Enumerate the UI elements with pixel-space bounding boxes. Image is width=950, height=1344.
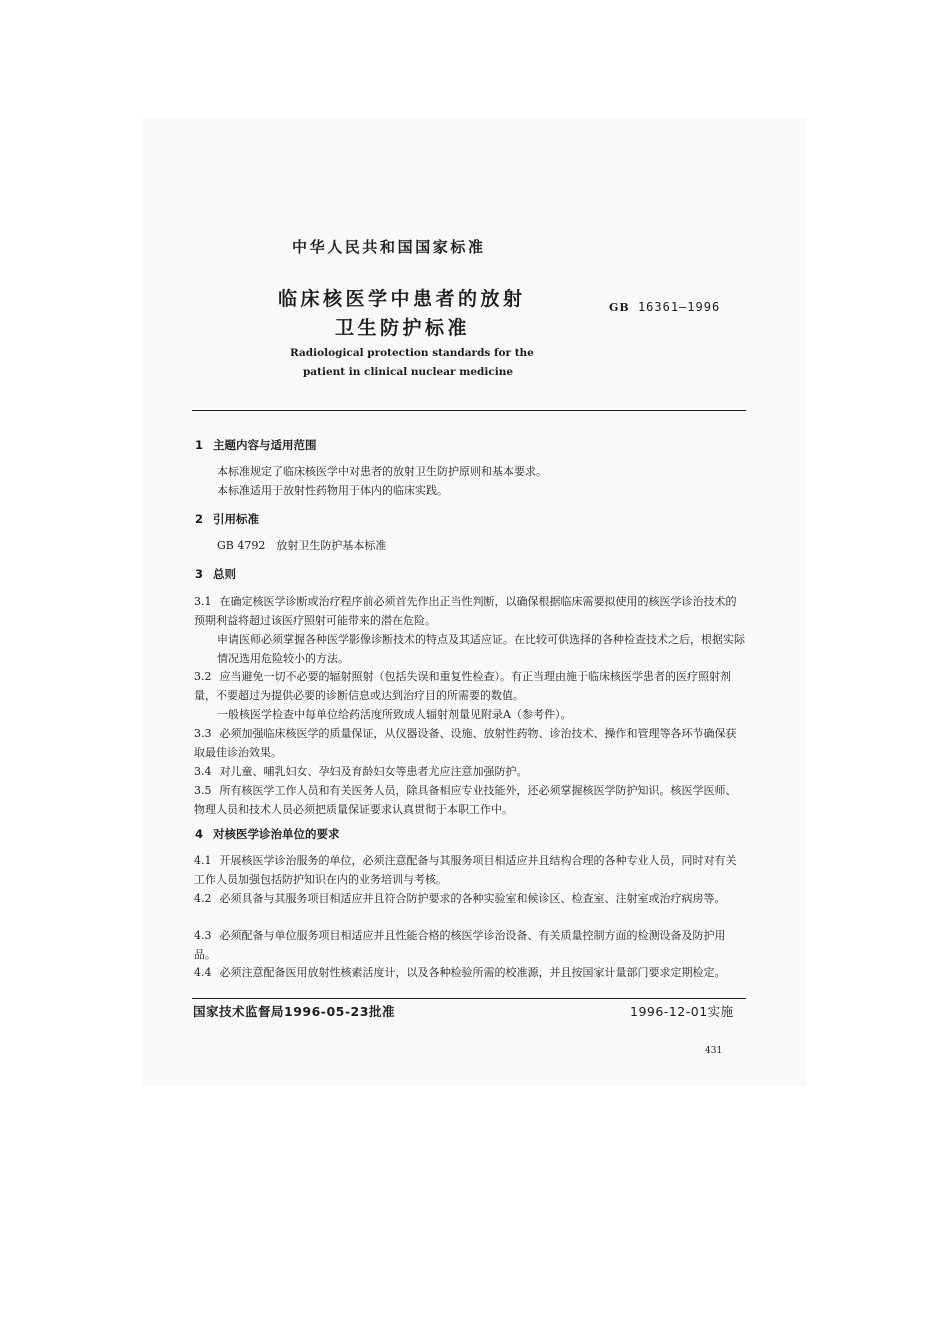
section-number: 2 xyxy=(195,512,204,526)
approval-line: 国家技术监督局1996-05-23批准 xyxy=(193,1004,395,1019)
footer-divider xyxy=(192,998,746,999)
clause-3-3 xyxy=(194,724,746,762)
clause-text: 必须加强临床核医学的质量保证，从仪器设备、设施、放射性药物、诊治技术、操作和管理等各环节确保获取最佳诊治效果。 xyxy=(194,727,737,759)
section-number: 1 xyxy=(195,438,204,452)
clause-text: 必须具备与其服务项目相适应并且符合防护要求的各种实验室和候诊区、检查室、注射室或治疗病房等。 xyxy=(219,892,726,905)
english-title-line-1: Radiological protection standards for the xyxy=(290,347,534,359)
clause-number: 3.5 xyxy=(194,784,212,797)
clause-number: 3.1 xyxy=(194,595,212,608)
standard-code-prefix: GB xyxy=(609,301,630,314)
clause-text: 开展核医学诊治服务的单位，必须注意配备与其服务项目相适应并且结构合理的各种专业人员，同时对有关工作人员加强包括防护知识在内的业务培训与考核。 xyxy=(194,854,737,886)
section-2-heading xyxy=(195,511,259,527)
clause-text: 必须配备与单位服务项目相适应并且性能合格的核医学诊治设备、有关质量控制方面的检测设备及防护用品。 xyxy=(194,929,726,961)
clause-3-4 xyxy=(194,762,746,781)
section-title: 总则 xyxy=(213,567,236,581)
clause-number: 4.2 xyxy=(194,892,212,905)
section-3-heading xyxy=(195,566,236,582)
clause-number: 3.2 xyxy=(194,670,212,683)
page-number: 431 xyxy=(705,1046,723,1056)
standard-type-heading: 中华人民共和国国家标准 xyxy=(292,238,486,256)
clause-number: 4.1 xyxy=(194,854,212,867)
section-number: 3 xyxy=(195,567,204,581)
english-title-line-2: patient in clinical nuclear medicine xyxy=(302,366,514,378)
section-title: 对核医学诊治单位的要求 xyxy=(213,827,340,841)
effective-date: 1996-12-01实施 xyxy=(630,1004,734,1019)
clause-4-1 xyxy=(194,851,746,889)
standard-code-number: 16361—1996 xyxy=(637,300,721,314)
clause-number: 4.4 xyxy=(194,966,212,979)
section-1-heading xyxy=(195,437,317,453)
clause-4-3 xyxy=(194,926,746,964)
section-4-heading xyxy=(195,826,340,842)
clause-3-2 xyxy=(194,667,746,705)
section-1-paragraph-1: 本标准规定了临床核医学中对患者的放射卫生防护原则和基本要求。 xyxy=(217,465,547,478)
clause-3-2-paragraph-2: 一般核医学检查中每单位给药活度所致成人辐射剂量见附录A（参考件）。 xyxy=(217,708,572,721)
title-line-1: 临床核医学中患者的放射 xyxy=(278,288,526,310)
section-title: 主题内容与适用范围 xyxy=(213,438,317,452)
section-2-paragraph-1: GB 4792 放射卫生防护基本标准 xyxy=(217,539,387,552)
clause-4-2 xyxy=(194,889,746,908)
clause-text: 必须注意配备医用放射性核素活度计，以及各种检验所需的校准源，并且按国家计量部门要求定期检定。 xyxy=(219,966,726,979)
header-divider xyxy=(192,410,746,411)
clause-text: 应当避免一切不必要的辐射照射（包括失误和重复性检查）。有正当理由施于临床核医学患者的医疗照射剂量，不要超过为提供必要的诊断信息或达到治疗目的所需要的数值。 xyxy=(194,670,731,702)
standard-code xyxy=(609,300,720,314)
clause-3-5 xyxy=(194,781,746,819)
section-number: 4 xyxy=(195,827,204,841)
clause-3-1-paragraph-2: 申请医师必须掌握各种医学影像诊断技术的特点及其适应证。在比较可供选择的各种检查技术之后，根据实际情况选用危险较小的方法。 xyxy=(217,633,745,665)
title-line-2: 卫生防护标准 xyxy=(335,317,471,339)
clause-3-1 xyxy=(194,592,746,630)
clause-text: 对儿童、哺乳妇女、孕妇及育龄妇女等患者尤应注意加强防护。 xyxy=(219,765,528,778)
section-title: 引用标准 xyxy=(213,512,259,526)
clause-text: 所有核医学工作人员和有关医务人员，除具备相应专业技能外，还必须掌握核医学防护知识。核医学医师、物理人员和技术人员必须把质量保证要求认真贯彻于本职工作中。 xyxy=(194,784,737,816)
clause-4-4 xyxy=(194,963,746,982)
clause-number: 3.3 xyxy=(194,727,212,740)
clause-number: 4.3 xyxy=(194,929,212,942)
clause-text: 在确定核医学诊断或治疗程序前必须首先作出正当性判断，以确保根据临床需要拟使用的核医学诊治技术的预期利益将超过该医疗照射可能带来的潜在危险。 xyxy=(194,595,737,627)
section-1-paragraph-2: 本标准适用于放射性药物用于体内的临床实践。 xyxy=(217,484,448,497)
clause-number: 3.4 xyxy=(194,765,212,778)
